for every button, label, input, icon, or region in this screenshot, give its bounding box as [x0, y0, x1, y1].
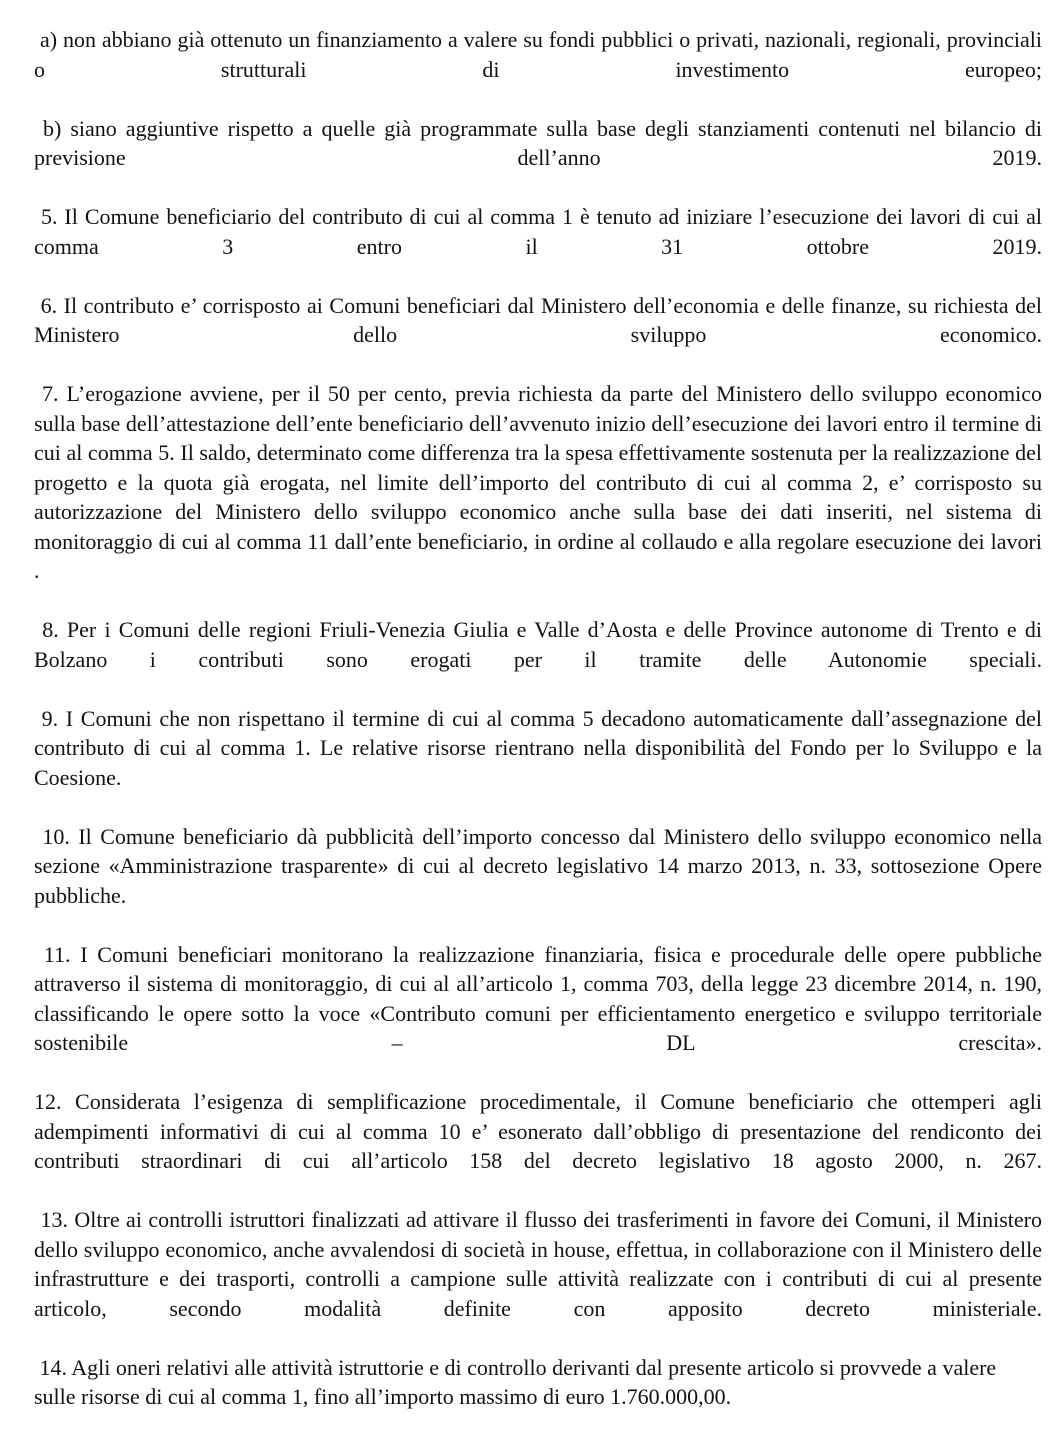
paragraph-comma-14: 14. Agli oneri relativi alle attività istruttorie e di controllo derivanti dal presente articolo si provvede a valere sulle risorse di cui al comma 1, fino all’importo massimo di euro 1.760.000,00.: [34, 1353, 1042, 1441]
paragraph-comma-10: 10. Il Comune beneficiario dà pubblicità dell’importo concesso dal Ministero dello sviluppo economico nella sezione «Amministrazione trasparente» di cui al decreto legislativo 14 marzo 2013, n. 33, sottosezione Opere pubbliche.: [34, 822, 1042, 940]
paragraph-comma-9: 9. I Comuni che non rispettano il termine di cui al comma 5 decadono automaticamente dall’assegnazione del contributo di cui al comma 1. Le relative risorse rientrano nella disponibilità del Fondo per lo Sviluppo e la Coesione.: [34, 704, 1042, 822]
paragraph-comma-5: 5. Il Comune beneficiario del contributo di cui al comma 1 è tenuto ad iniziare l’esecuzione dei lavori di cui al comma 3 entro il 31 ottobre 2019.: [34, 202, 1042, 291]
paragraph-comma-7: 7. L’erogazione avviene, per il 50 per cento, previa richiesta da parte del Ministero dello sviluppo economico sulla base dell’attestazione dell’ente beneficiario dell’avvenuto inizio dell’esecuzione dei lavori entro il termine di cui al comma 5. Il saldo, determinato come differenza tra la spesa effettivamente sostenuta per la realizzazione del progetto e la quota già erogata, nel limite dell’importo del contributo di cui al comma 2, e’ corrisposto su autorizzazione del Ministero dello sviluppo economico anche sulla base dei dati inseriti, nel sistema di monitoraggio di cui al comma 11 dall’ente beneficiario, in ordine al collaudo e alla regolare esecuzione dei lavori .: [34, 379, 1042, 615]
paragraph-comma-12: 12. Considerata l’esigenza di semplificazione procedimentale, il Comune beneficiario che ottemperi agli adempimenti informativi di cui al comma 10 e’ esonerato dall’obbligo di presentazione del rendiconto dei contributi straordinari di cui all’articolo 158 del decreto legislativo 18 agosto 2000, n. 267.: [34, 1087, 1042, 1205]
paragraph-comma-13: 13. Oltre ai controlli istruttori finalizzati ad attivare il flusso dei trasferimenti in favore dei Comuni, il Ministero dello sviluppo economico, anche avvalendosi di società in house, effettua, in collaborazione con il Ministero delle infrastrutture e dei trasporti, controlli a campione sulle attività realizzate con i contributi di cui al presente articolo, secondo modalità definite con apposito decreto ministeriale.: [34, 1205, 1042, 1353]
paragraph-comma-6: 6. Il contributo e’ corrisposto ai Comuni beneficiari dal Ministero dell’economia e delle finanze, su richiesta del Ministero dello sviluppo economico.: [34, 291, 1042, 380]
paragraph-comma-11: 11. I Comuni beneficiari monitorano la realizzazione finanziaria, fisica e procedurale delle opere pubbliche attraverso il sistema di monitoraggio, di cui al all’articolo 1, comma 703, della legge 23 dicembre 2014, n. 190, classificando le opere sotto la voce «Contributo comuni per efficientamento energetico e sviluppo territoriale sostenibile – DL crescita».: [34, 940, 1042, 1088]
document-body: [34, 25, 1042, 1441]
paragraph-letter-a: a) non abbiano già ottenuto un finanziamento a valere su fondi pubblici o privati, nazionali, regionali, provinciali o strutturali di investimento europeo;: [34, 25, 1042, 114]
paragraph-comma-8: 8. Per i Comuni delle regioni Friuli-Venezia Giulia e Valle d’Aosta e delle Province autonome di Trento e di Bolzano i contributi sono erogati per il tramite delle Autonomie speciali.: [34, 615, 1042, 704]
paragraph-letter-b: b) siano aggiuntive rispetto a quelle già programmate sulla base degli stanziamenti contenuti nel bilancio di previsione dell’anno 2019.: [34, 114, 1042, 203]
